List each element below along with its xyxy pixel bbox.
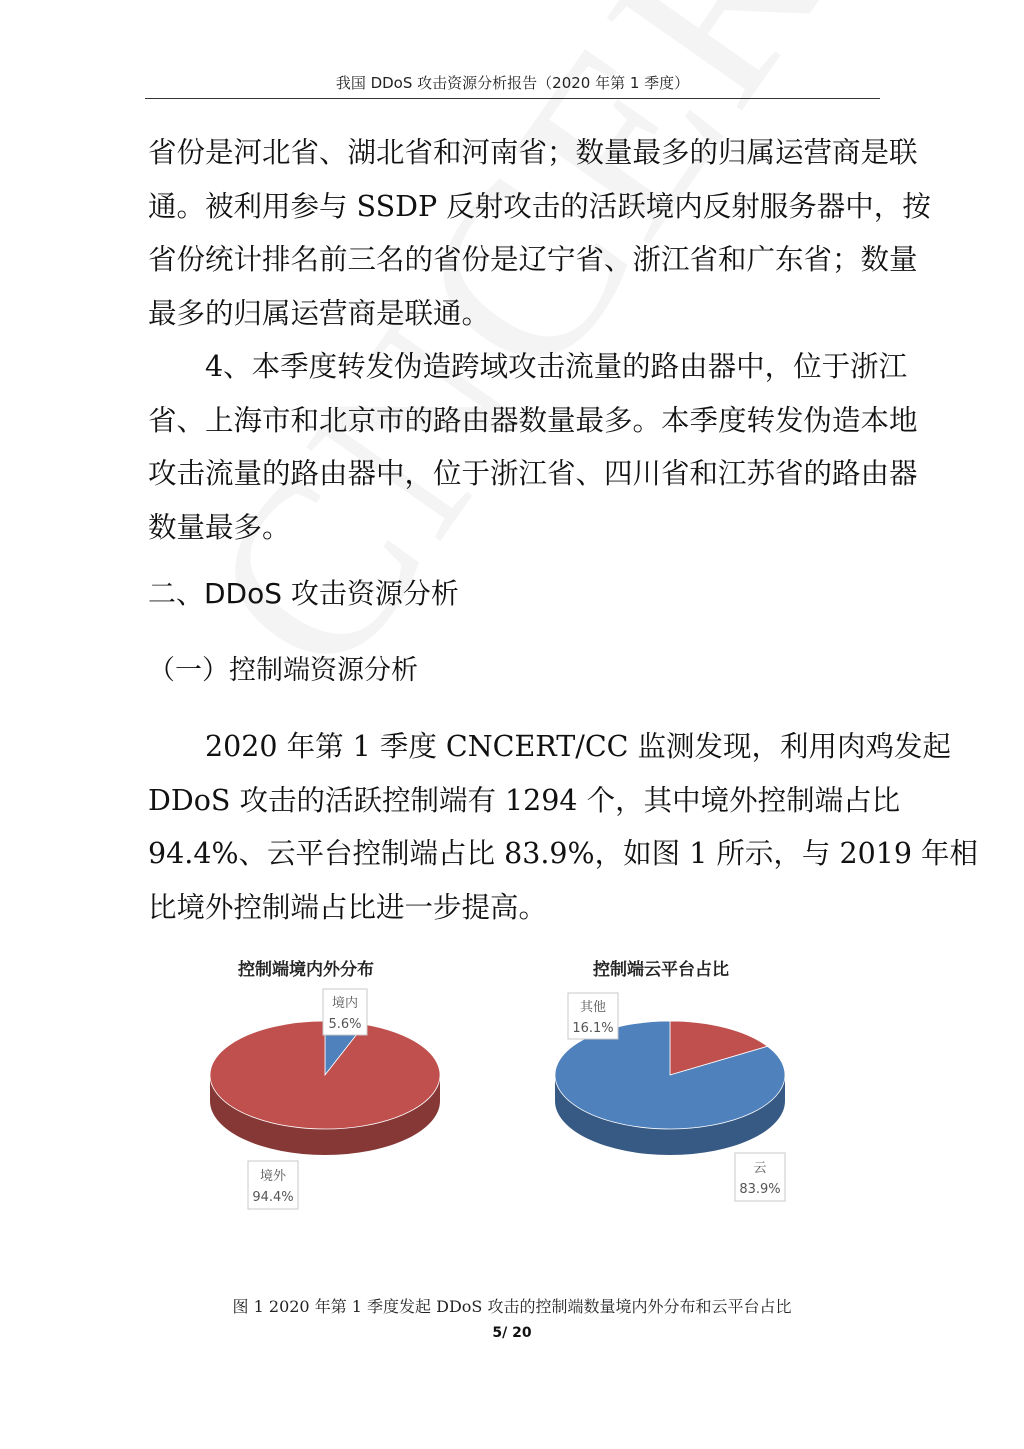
slice-label-foreign-name: 境外 — [259, 1169, 287, 1184]
slice-label-cloud-name: 云 — [753, 1161, 767, 1176]
text-line: 2020 年第 1 季度 CNCERT/CC 监测发现，利用肉鸡发起 — [205, 730, 951, 763]
slice-label-cloud-value: 83.9% — [739, 1182, 781, 1197]
paragraph-carrier-summary — [148, 126, 931, 340]
paragraph-controller-analysis — [148, 720, 979, 934]
slice-label-domestic-value: 5.6% — [328, 1017, 362, 1032]
text-line: 省份是河北省、湖北省和河南省；数量最多的归属运营商是联 — [148, 136, 918, 169]
text-line: 比境外控制端占比进一步提高。 — [148, 890, 548, 924]
figure-caption: 图 1 2020 年第 1 季度发起 DDoS 攻击的控制端数量境内外分布和云平台占比 — [232, 1297, 792, 1316]
page-header: 我国 DDoS 攻击资源分析报告（2020 年第 1 季度） — [145, 72, 880, 99]
chart-title-cloud: 控制端云平台占比 — [593, 960, 729, 980]
chart-title-domestic-foreign: 控制端境内外分布 — [238, 960, 374, 980]
slice-label-other-name: 其他 — [579, 1000, 607, 1015]
text-line: 94.4%、云平台控制端占比 83.9%，如图 1 所示，与 2019 年相 — [148, 837, 979, 870]
text-line: 攻击流量的路由器中，位于浙江省、四川省和江苏省的路由器 — [148, 457, 918, 490]
subsection-heading: （一）控制端资源分析 — [148, 655, 418, 686]
slice-label-other-value: 16.1% — [572, 1021, 614, 1036]
slice-label-domestic-name: 境内 — [331, 996, 359, 1011]
text-line: 省、上海市和北京市的路由器数量最多。本季度转发伪造本地 — [148, 403, 918, 437]
text-line: DDoS 攻击的活跃控制端有 1294 个，其中境外控制端占比 — [148, 783, 901, 817]
page-number: 5/ 20 — [492, 1325, 532, 1341]
slice-label-foreign-value: 94.4% — [252, 1190, 294, 1205]
text-line: 省份统计排名前三名的省份是辽宁省、浙江省和广东省；数量 — [148, 243, 918, 276]
pie-chart-cloud — [540, 985, 840, 1215]
text-line: 数量最多。 — [148, 510, 291, 544]
paragraph-router-summary — [148, 340, 918, 554]
pie-slice-foreign — [210, 1021, 440, 1129]
text-line: 4、本季度转发伪造跨域攻击流量的路由器中，位于浙江 — [205, 350, 908, 383]
text-line: 最多的归属运营商是联通。 — [148, 296, 491, 330]
section-heading: 二、DDoS 攻击资源分析 — [148, 577, 459, 610]
text-line: 通。被利用参与 SSDP 反射攻击的活跃境内反射服务器中，按 — [148, 189, 931, 223]
pie-chart-domestic-foreign — [195, 985, 495, 1215]
